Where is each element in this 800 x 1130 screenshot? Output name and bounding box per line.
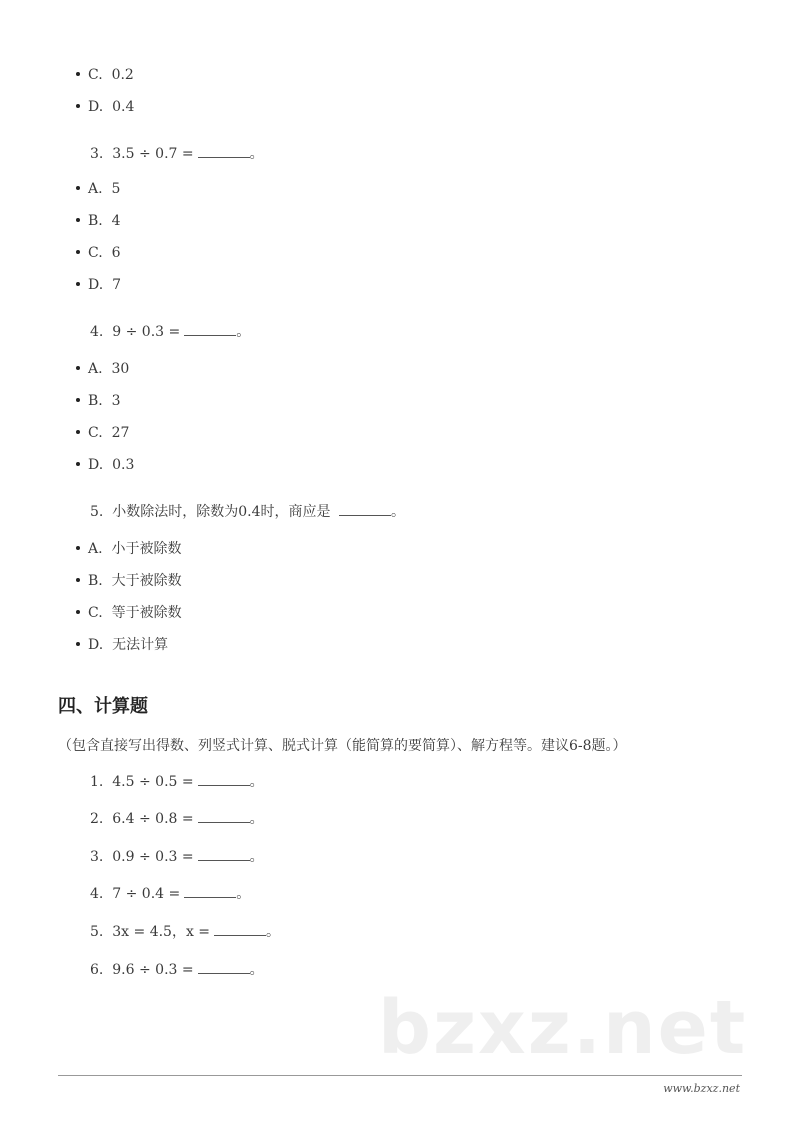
option-text: 30 — [111, 361, 130, 377]
option-text: 小于被除数 — [111, 541, 182, 557]
calc-item-4 — [90, 885, 250, 903]
answer-blank — [339, 503, 391, 516]
item-number: 2. — [90, 811, 104, 827]
answer-blank — [198, 773, 250, 786]
option-label: A. — [88, 361, 103, 377]
option-q2-d — [76, 98, 134, 116]
option-q4-a — [76, 360, 129, 378]
option-q5-b — [76, 572, 182, 590]
option-text: 6 — [111, 245, 121, 261]
answer-blank — [198, 810, 250, 823]
answer-blank — [214, 923, 266, 936]
item-number: 4. — [90, 886, 104, 902]
question-4 — [90, 323, 250, 341]
item-number: 1. — [90, 774, 104, 790]
option-label: D. — [88, 457, 104, 473]
option-label: D. — [88, 277, 104, 293]
question-text: 9 ÷ 0.3 = — [112, 324, 181, 340]
option-label: A. — [88, 181, 103, 197]
option-text: 0.4 — [112, 99, 135, 115]
item-number: 5. — [90, 924, 104, 940]
item-number: 6. — [90, 962, 104, 978]
option-q2-c — [76, 66, 134, 84]
option-label: B. — [88, 573, 103, 589]
option-text: 0.2 — [111, 67, 134, 83]
question-3 — [90, 145, 264, 163]
item-end: 。 — [249, 962, 264, 978]
option-q3-d — [76, 276, 121, 294]
question-end: 。 — [236, 324, 251, 340]
option-text: 大于被除数 — [111, 573, 182, 589]
answer-blank — [184, 885, 236, 898]
item-end: 。 — [266, 924, 281, 940]
option-q5-a — [76, 540, 181, 558]
question-5 — [90, 503, 405, 521]
answer-blank — [198, 961, 250, 974]
footer-divider — [58, 1075, 742, 1076]
calc-item-2 — [90, 810, 264, 828]
question-number: 3. — [90, 146, 104, 162]
question-text: 3.5 ÷ 0.7 = — [112, 146, 194, 162]
calc-item-5 — [90, 923, 280, 941]
option-q3-c — [76, 244, 121, 262]
option-q4-b — [76, 392, 121, 410]
watermark: bzxz.net — [378, 985, 748, 1071]
question-number: 4. — [90, 324, 104, 340]
calc-item-6 — [90, 961, 264, 979]
question-end: 。 — [249, 146, 264, 162]
item-text: 7 ÷ 0.4 = — [112, 886, 181, 902]
section-note: （包含直接写出得数、列竖式计算、脱式计算（能简算的要简算）、解方程等。建议6-8题。） — [58, 738, 627, 754]
question-text: 小数除法时，除数为0.4时，商应是 — [112, 504, 331, 520]
answer-blank — [184, 323, 236, 336]
question-number: 5. — [90, 504, 104, 520]
option-label: A. — [88, 541, 103, 557]
option-text: 3 — [111, 393, 121, 409]
item-end: 。 — [249, 849, 264, 865]
section-heading: 四、计算题 — [58, 696, 148, 717]
option-q5-c — [76, 604, 182, 622]
option-text: 等于被除数 — [111, 605, 182, 621]
item-number: 3. — [90, 849, 104, 865]
option-q4-d — [76, 456, 134, 474]
option-text: 27 — [111, 425, 130, 441]
option-label: C. — [88, 245, 103, 261]
option-label: B. — [88, 213, 103, 229]
item-text: 6.4 ÷ 0.8 = — [112, 811, 194, 827]
question-end: 。 — [390, 504, 405, 520]
option-q3-b — [76, 212, 121, 230]
option-text: 4 — [111, 213, 121, 229]
answer-blank — [198, 848, 250, 861]
item-end: 。 — [249, 811, 264, 827]
option-text: 7 — [112, 277, 122, 293]
calc-item-3 — [90, 848, 264, 866]
item-end: 。 — [249, 774, 264, 790]
footer-url: www.bzxz.net — [663, 1082, 740, 1095]
option-text: 5 — [111, 181, 121, 197]
option-label: D. — [88, 99, 104, 115]
answer-blank — [198, 145, 250, 158]
option-text: 0.3 — [112, 457, 135, 473]
option-label: C. — [88, 605, 103, 621]
option-text: 无法计算 — [112, 637, 169, 653]
option-label: B. — [88, 393, 103, 409]
option-q5-d — [76, 636, 168, 654]
item-text: 4.5 ÷ 0.5 = — [112, 774, 194, 790]
item-text: 3x = 4.5，x = — [112, 924, 211, 940]
option-q3-a — [76, 180, 120, 198]
option-q4-c — [76, 424, 129, 442]
item-text: 0.9 ÷ 0.3 = — [112, 849, 194, 865]
calc-item-1 — [90, 773, 264, 791]
item-end: 。 — [236, 886, 251, 902]
option-label: D. — [88, 637, 104, 653]
item-text: 9.6 ÷ 0.3 = — [112, 962, 194, 978]
option-label: C. — [88, 425, 103, 441]
option-label: C. — [88, 67, 103, 83]
